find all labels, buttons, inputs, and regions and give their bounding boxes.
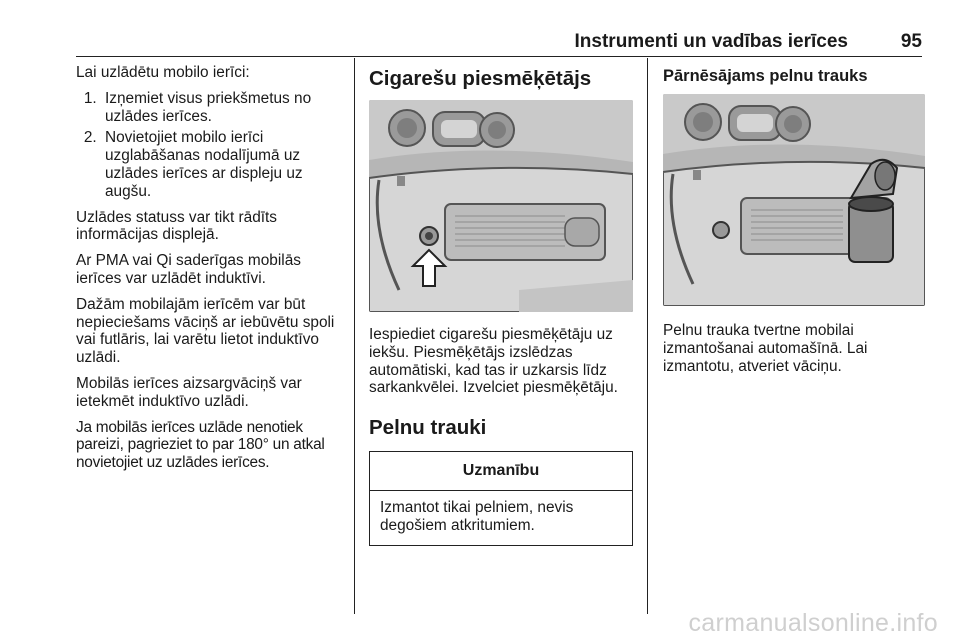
column-2	[369, 64, 633, 546]
section-heading: Cigarešu piesmēķētājs	[369, 67, 592, 90]
paragraph: Mobilās ierīces aizsargvāciņš var ietekmēt induktīvo uzlādi.	[76, 374, 302, 410]
column-divider	[354, 58, 355, 614]
caution-text: Izmantot tikai pelniem, nevis degošiem atkritumiem.	[380, 498, 574, 534]
column-divider	[647, 58, 648, 614]
paragraph: Ja mobilās ierīces uzlāde nenotiek pareizi, pagrieziet to par 180° un atkal novietojiet uz uzlādes ierīces.	[76, 418, 325, 472]
lighter-text: Iespiediet cigarešu piesmēķētāju uz iekšu. Piesmēķētājs izslēdzas automātiski, kad tas ir uzkarsis līdz sarkankvēlei. Izvelciet piesmēķētāju.	[369, 326, 618, 397]
header-title: Instrumenti un vadības ierīces	[574, 31, 848, 52]
paragraph: Ar PMA vai Qi saderīgas mobilās ierīces var uzlādēt induktīvi.	[76, 252, 301, 287]
ashtray-text: Pelnu trauka tvertne mobilai izmantošanai automašīnā. Lai izmantotu, atveriet vāciņu.	[663, 322, 868, 375]
portable-ashtray-illustration	[663, 94, 925, 306]
step-item: 1. Izņemiet visus priekšmetus no uzlādes ierīces.	[101, 90, 346, 126]
column-1	[76, 64, 346, 480]
page-header	[0, 0, 960, 58]
paragraph: Uzlādes statuss var tikt rādīts informācijas displejā.	[76, 208, 278, 244]
caution-title: Uzmanību	[370, 452, 632, 491]
page-number: 95	[900, 31, 922, 52]
step-item: 2. Novietojiet mobilo ierīci uzglabāšanas nodalījumā uz uzlādes ierīces ar displeju uz augšu.	[101, 129, 346, 200]
cigarette-lighter-illustration	[369, 100, 633, 312]
intro-text: Lai uzlādētu mobilo ierīci:	[76, 64, 250, 81]
header-rule	[76, 56, 922, 57]
watermark: carmanualsonline.info	[688, 609, 938, 637]
section-heading: Pelnu trauki	[369, 416, 487, 440]
column-3	[663, 64, 925, 383]
section-heading: Pārnēsājams pelnu trauks	[663, 67, 868, 85]
steps-list	[76, 90, 346, 201]
caution-box	[369, 451, 633, 545]
paragraph: Dažām mobilajām ierīcēm var būt nepieciešams vāciņš ar iebūvētu spoli vai futlāris, lai varētu lietot induktīvo uzlādi.	[76, 295, 335, 367]
